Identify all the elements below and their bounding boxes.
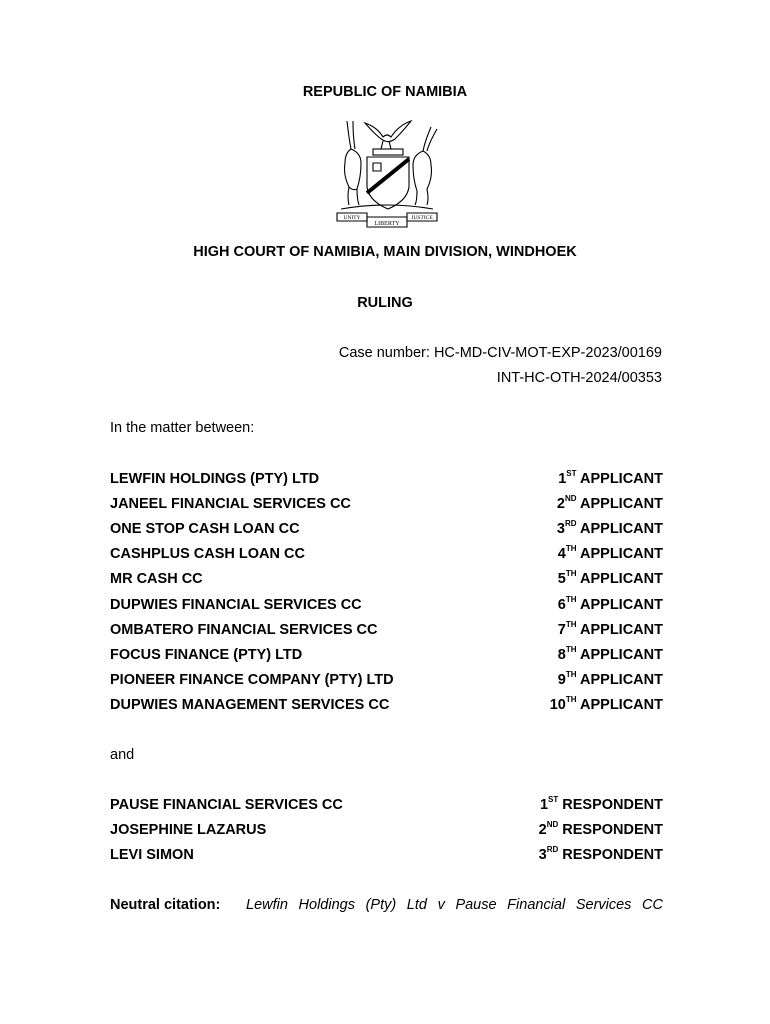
party-name: LEVI SIMON	[110, 847, 194, 864]
party-role-label: APPLICANT	[580, 496, 663, 513]
party-role-label: APPLICANT	[580, 646, 663, 663]
case-number: Case number: HC-MD-CIV-MOT-EXP-2023/00169	[338, 345, 662, 361]
party-ordinal-number: 1	[539, 797, 549, 813]
party-name: LEWFIN HOLDINGS (PTY) LTD	[110, 471, 320, 487]
party-ordinal-number: 2	[556, 496, 565, 513]
respondent-row	[110, 797, 663, 817]
party-role-label: APPLICANT	[580, 471, 663, 487]
party-name: JOSEPHINE LAZARUS	[110, 822, 267, 839]
party-name: JANEEL FINANCIAL SERVICES CC	[110, 496, 351, 513]
party-name: CASHPLUS CASH LOAN CC	[110, 546, 305, 563]
party-ordinal-number: 2	[538, 822, 547, 839]
party-ordinal-number: 1	[558, 471, 567, 487]
matter-intro: In the matter between:	[110, 420, 255, 436]
party-role	[539, 847, 663, 867]
party-ordinal-suffix: ND	[546, 820, 559, 830]
namibia-coat-of-arms-icon	[327, 113, 447, 231]
party-role-label: APPLICANT	[580, 571, 663, 588]
party-role	[557, 521, 663, 541]
motto-liberty: LIBERTY	[374, 221, 400, 227]
party-ordinal-number: 7	[557, 621, 566, 638]
party-role-label: APPLICANT	[580, 521, 663, 538]
party-role	[558, 471, 663, 491]
party-role-label: RESPONDENT	[562, 847, 663, 864]
party-name: OMBATERO FINANCIAL SERVICES CC	[110, 621, 378, 638]
party-ordinal-number: 10	[549, 696, 566, 713]
party-ordinal-suffix: TH	[565, 669, 577, 679]
party-name: PAUSE FINANCIAL SERVICES CC	[110, 797, 343, 813]
party-ordinal-suffix: RD	[546, 845, 559, 855]
party-ordinal-suffix: ST	[566, 469, 577, 478]
party-ordinal-number: 5	[557, 571, 566, 588]
applicant-row	[110, 571, 663, 591]
party-role	[558, 546, 663, 566]
party-role	[549, 694, 663, 717]
party-ordinal-number: 9	[557, 671, 566, 688]
party-name: DUPWIES FINANCIAL SERVICES CC	[110, 596, 362, 613]
respondent-row	[110, 847, 663, 867]
party-name: MR CASH CC	[110, 571, 203, 588]
party-role	[557, 496, 663, 516]
party-role-label: APPLICANT	[580, 546, 663, 563]
party-ordinal-suffix: TH	[565, 644, 577, 654]
party-role-label: APPLICANT	[580, 621, 663, 638]
party-name: FOCUS FINANCE (PTY) LTD	[110, 646, 303, 663]
party-role	[557, 619, 663, 642]
party-role-label: APPLICANT	[580, 596, 663, 613]
applicant-row	[110, 496, 663, 516]
party-ordinal-suffix: ND	[564, 494, 577, 504]
party-name: ONE STOP CASH LOAN CC	[110, 521, 300, 538]
applicant-row	[110, 521, 663, 541]
party-ordinal-number: 3	[556, 521, 565, 538]
party-ordinal-suffix: TH	[565, 569, 577, 579]
party-role-label: APPLICANT	[580, 696, 663, 713]
party-role-label: RESPONDENT	[562, 822, 663, 839]
party-ordinal-suffix: TH	[565, 694, 577, 704]
party-ordinal-number: 6	[557, 596, 566, 613]
respondent-row	[110, 822, 663, 842]
citation-label: Neutral citation:	[110, 897, 221, 913]
party-ordinal-suffix: TH	[565, 594, 577, 604]
applicant-row	[110, 694, 663, 717]
applicant-row	[110, 594, 663, 617]
party-role-label: RESPONDENT	[562, 797, 663, 813]
motto-unity: UNITY	[343, 215, 361, 221]
party-ordinal-number: 3	[538, 847, 547, 864]
applicant-row	[110, 619, 663, 642]
applicant-row	[110, 471, 663, 491]
citation-value: Lewfin Holdings (Pty) Ltd v Pause Financial Services CC	[246, 897, 663, 913]
party-role	[540, 797, 663, 817]
party-role	[558, 571, 663, 591]
party-ordinal-number: 4	[557, 546, 566, 563]
interlocutory-number: INT-HC-OTH-2024/00353	[496, 370, 662, 386]
party-ordinal-number: 8	[557, 646, 566, 663]
applicant-row	[110, 669, 663, 692]
party-role-label: APPLICANT	[580, 671, 663, 688]
party-ordinal-suffix: TH	[565, 619, 577, 629]
document-type: RULING	[357, 295, 413, 311]
party-name: PIONEER FINANCE COMPANY (PTY) LTD	[110, 671, 394, 688]
party-role	[557, 669, 663, 692]
neutral-citation	[110, 897, 663, 913]
applicant-row	[110, 546, 663, 566]
court-heading: HIGH COURT OF NAMIBIA, MAIN DIVISION, WINDHOEK	[193, 244, 577, 260]
applicant-row	[110, 644, 663, 667]
republic-heading: REPUBLIC OF NAMIBIA	[302, 84, 468, 100]
party-name: DUPWIES MANAGEMENT SERVICES CC	[110, 696, 390, 713]
party-ordinal-suffix: ST	[548, 795, 559, 804]
party-role	[557, 594, 663, 617]
party-role	[557, 644, 663, 667]
motto-justice: JUSTICE	[411, 215, 433, 221]
party-ordinal-suffix: TH	[565, 544, 577, 554]
party-ordinal-suffix: RD	[564, 519, 577, 529]
conjunction: and	[110, 747, 135, 763]
party-role	[539, 822, 663, 842]
